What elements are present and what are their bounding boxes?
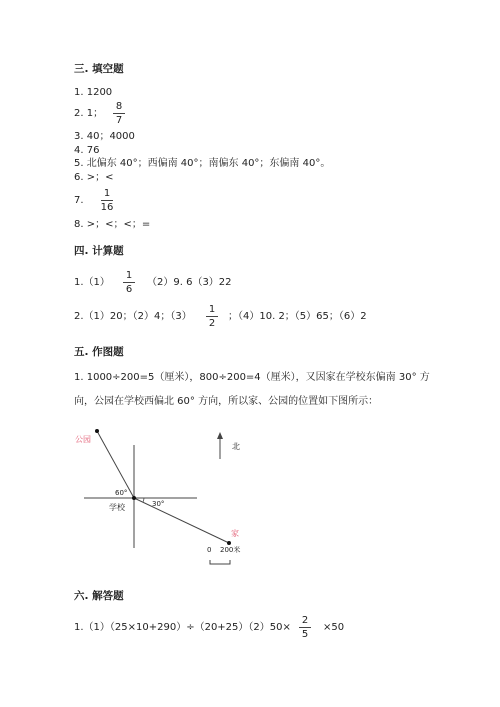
fraction-2-5 bbox=[297, 615, 313, 640]
section-5-heading: 五. 作图题 bbox=[74, 346, 124, 358]
section-6-heading: 六. 解答题 bbox=[74, 590, 124, 602]
scale-bar bbox=[210, 560, 230, 564]
answer-4-2-prefix: 2.（1）20；（2）4；（3） bbox=[74, 311, 192, 322]
north-arrow-head bbox=[217, 432, 223, 439]
numerator: 1 bbox=[125, 270, 133, 281]
answer-5-line-1: 1. 1000÷200=5（厘米），800÷200=4（厘米），又因家在学校东偏南 30° 方 bbox=[74, 372, 430, 383]
home-label: 家 bbox=[231, 529, 239, 538]
answer-4-1-rest: （2）9. 6（3）22 bbox=[147, 277, 232, 288]
home-point bbox=[227, 541, 231, 545]
denominator: 7 bbox=[115, 115, 123, 126]
denominator: 2 bbox=[208, 318, 216, 329]
angle-30-label: 30° bbox=[152, 500, 165, 508]
answer-5-line-2: 向，公园在学校西偏北 60° 方向，所以家、公园的位置如下图所示： bbox=[74, 396, 379, 407]
school-point bbox=[132, 496, 136, 500]
section-3-heading: 三. 填空题 bbox=[74, 63, 124, 75]
park-ray bbox=[97, 431, 134, 498]
park-label: 公园 bbox=[75, 435, 91, 444]
angle-arc bbox=[143, 498, 144, 502]
answer-3-8: 8. >；<；<；= bbox=[74, 219, 151, 230]
answer-3-4: 4. 76 bbox=[74, 145, 100, 156]
denominator: 16 bbox=[100, 202, 114, 213]
north-label: 北 bbox=[232, 442, 240, 451]
denominator: 5 bbox=[301, 629, 309, 640]
denominator: 6 bbox=[125, 284, 133, 295]
answer-3-6: 6. >；< bbox=[74, 172, 114, 183]
answer-4-2-rest: ；（4）10. 2；（5）65；（6）2 bbox=[228, 311, 367, 322]
numerator: 2 bbox=[301, 615, 309, 626]
numerator: 1 bbox=[103, 188, 111, 199]
answer-6-1-rest: ×50 bbox=[323, 622, 345, 633]
scale-zero-label: 0 bbox=[207, 546, 212, 554]
answer-3-7: 7. bbox=[74, 195, 84, 206]
answer-3-1: 1. 1200 bbox=[74, 87, 113, 98]
answer-6-1-prefix: 1.（1）（25×10+290）÷（20+25）（2）50× bbox=[74, 622, 291, 633]
numerator: 8 bbox=[115, 101, 123, 112]
scale-length-label: 200米 bbox=[220, 546, 241, 554]
school-label: 学校 bbox=[109, 503, 125, 512]
answer-4-1-prefix: 1.（1） bbox=[74, 277, 110, 288]
park-point bbox=[95, 429, 99, 433]
section-4-heading: 四. 计算题 bbox=[74, 245, 124, 257]
angle-60-label: 60° bbox=[115, 489, 128, 497]
answer-3-5: 5. 北偏东 40°；西偏南 40°；南偏东 40°；东偏南 40°。 bbox=[74, 158, 331, 169]
numerator: 1 bbox=[208, 304, 216, 315]
home-ray bbox=[134, 498, 229, 543]
answer-3-3: 3. 40；4000 bbox=[74, 131, 135, 142]
answer-3-2: 2. 1； bbox=[74, 108, 104, 119]
